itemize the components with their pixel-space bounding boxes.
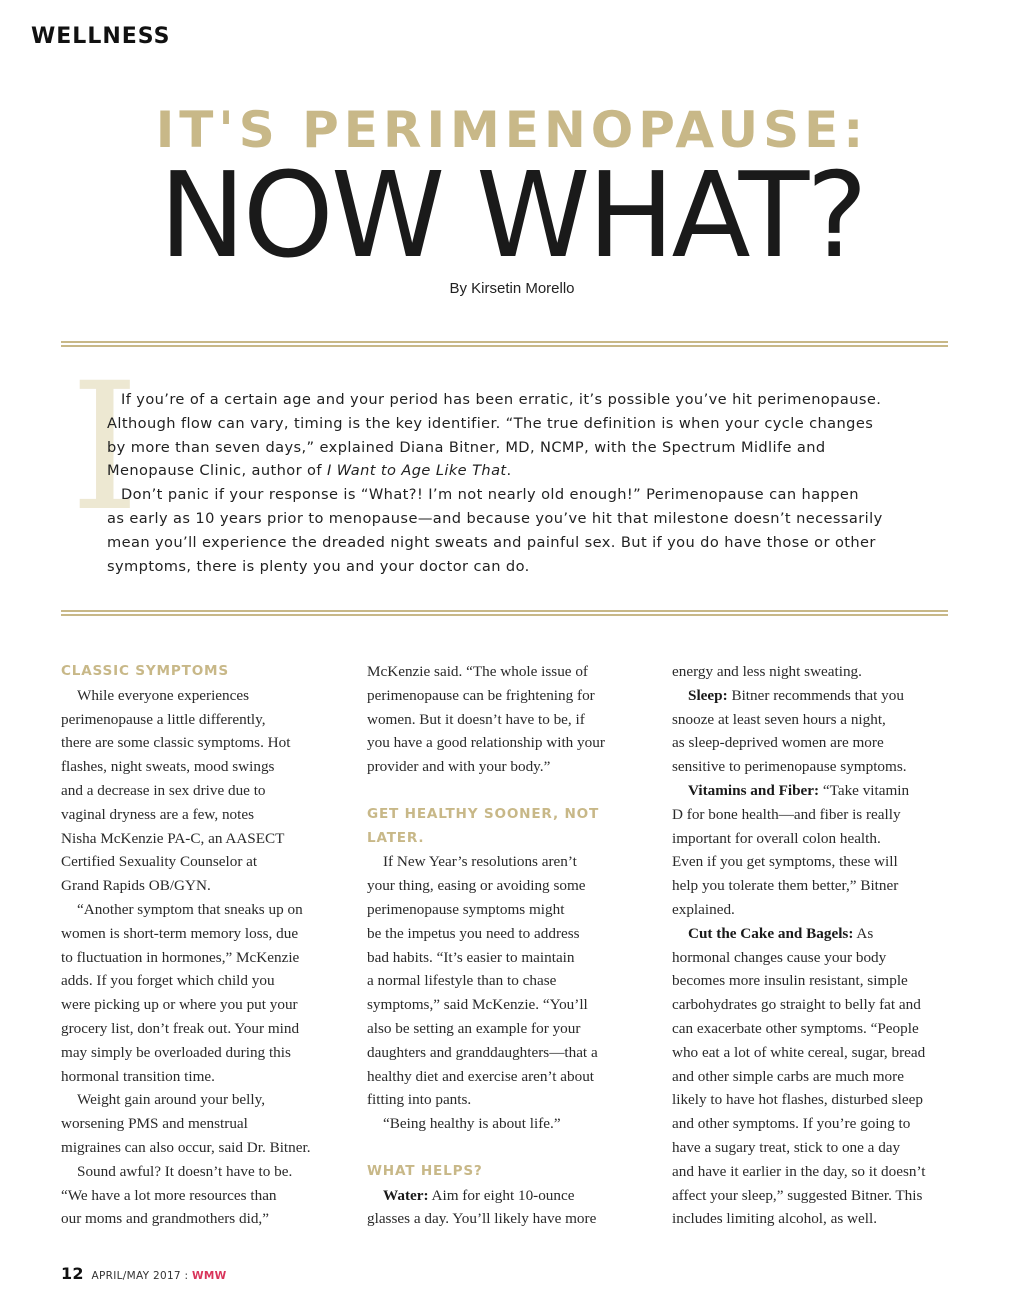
body-line: D for bone health—and fiber is really [672, 805, 901, 823]
intro-paragraph [107, 388, 907, 578]
intro-line: as early as 10 years prior to menopause—and because you’ve hit that milestone doesn’t necessarily [107, 509, 883, 527]
body-line: your thing, easing or avoiding some [367, 877, 586, 895]
drop-cap: I [70, 345, 140, 550]
section-heading-what-helps: WHAT HELPS? [367, 1162, 483, 1179]
body-line: women is short-term memory loss, due [61, 924, 299, 942]
body-line: sensitive to perimenopause symptoms. [672, 758, 907, 776]
body-line: Sound awful? It doesn’t have to be. [77, 1162, 293, 1180]
body-line: daughters and granddaughters—that a [367, 1043, 598, 1061]
intro-line-text: Menopause Clinic, author of [107, 462, 327, 480]
page-number: 12 [61, 1264, 84, 1283]
body-line: healthy diet and exercise aren’t about [367, 1067, 595, 1085]
body-line: vaginal dryness are a few, notes [61, 805, 255, 823]
body-line: Certified Sexuality Counselor at [61, 853, 258, 871]
body-line: worsening PMS and menstrual [61, 1115, 248, 1133]
body-line: there are some classic symptoms. Hot [61, 734, 291, 752]
body-line [672, 779, 962, 803]
section-heading-classic-symptoms: CLASSIC SYMPTOMS [61, 663, 229, 679]
body-line: Nisha McKenzie PA-C, an AASECT [61, 829, 285, 847]
body-line: were picking up or where you put your [61, 996, 298, 1014]
body-line: a normal lifestyle than to chase [367, 972, 557, 990]
body-line [672, 684, 962, 708]
body-line: symptoms,” said McKenzie. “You’ll [367, 996, 588, 1014]
body-line: be the impetus you need to address [367, 924, 580, 942]
body-line: grocery list, don’t freak out. Your mind [61, 1019, 300, 1037]
body-line: as sleep-deprived women are more [672, 734, 884, 752]
tip-label-water: Water: [383, 1186, 429, 1204]
body-line: you have a good relationship with your [367, 734, 605, 752]
publication-brand: WMW [192, 1270, 227, 1282]
tip-label-vitamins: Vitamins and Fiber: [688, 781, 820, 799]
body-line [672, 922, 962, 946]
body-line: also be setting an example for your [367, 1019, 581, 1037]
headline-kicker: IT'S PERIMENOPAUSE: [155, 101, 869, 159]
tip-text: Bitner recommends that you [727, 686, 904, 704]
body-line: and have it earlier in the day, so it doesn’t [672, 1162, 926, 1180]
body-line: migraines can also occur, said Dr. Bitner. [61, 1138, 311, 1156]
body-line: provider and with your body.” [367, 758, 551, 776]
body-line: perimenopause symptoms might [367, 900, 565, 918]
body-line: glasses a day. You’ll likely have more [367, 1210, 597, 1228]
body-line: “Being healthy is about life.” [383, 1115, 561, 1133]
body-line: and other symptoms. If you’re going to [672, 1115, 911, 1133]
body-line: and a decrease in sex drive due to [61, 781, 266, 799]
body-line: McKenzie said. “The whole issue of [367, 663, 588, 680]
tip-text: As [853, 924, 874, 942]
body-line: Weight gain around your belly, [77, 1091, 266, 1109]
body-line: “Another symptom that sneaks up on [77, 900, 303, 918]
issue-date: APRIL/MAY 2017 : [91, 1270, 193, 1282]
intro-line [107, 459, 907, 483]
book-title: I Want to Age Like That [326, 462, 507, 480]
body-line: becomes more insulin resistant, simple [672, 972, 908, 990]
tip-label-sleep: Sleep: [688, 686, 728, 704]
tip-text: Aim for eight 10-ounce [428, 1186, 575, 1204]
body-line: women. But it doesn’t have to be, if [367, 710, 585, 728]
body-line: snooze at least seven hours a night, [672, 710, 886, 728]
body-line: adds. If you forget which child you [61, 972, 275, 990]
body-line: have a sugary treat, stick to one a day [672, 1138, 901, 1156]
body-line: If New Year’s resolutions aren’t [383, 853, 577, 871]
body-line: help you tolerate them better,” Bitner [672, 877, 899, 895]
body-line: Even if you get symptoms, these will [672, 853, 898, 871]
column-1 [61, 660, 351, 1231]
body-line: While everyone experiences [77, 686, 250, 704]
intro-line: Although flow can vary, timing is the key identifier. “The true definition is when your cycle changes [107, 414, 874, 432]
divider-bottom [61, 610, 948, 616]
body-line: flashes, night sweats, mood swings [61, 758, 275, 776]
intro-line: Don’t panic if your response is “What?! I’m not nearly old enough!” Perimenopause can happen [121, 486, 859, 504]
body-line: perimenopause can be frightening for [367, 686, 595, 704]
column-3 [672, 660, 962, 1231]
column-2 [367, 660, 657, 1231]
body-line: perimenopause a little differently, [61, 710, 266, 728]
body-line: bad habits. “It’s easier to maintain [367, 948, 575, 966]
body-line: who eat a lot of white cereal, sugar, bread [672, 1043, 926, 1061]
section-heading-get-healthy: GET HEALTHY SOONER, NOT [367, 805, 600, 822]
body-line: important for overall colon health. [672, 829, 881, 847]
body-line: may simply be overloaded during this [61, 1043, 291, 1061]
intro-line: by more than seven days,” explained Diana Bitner, MD, NCMP, with the Spectrum Midlife and [107, 438, 826, 456]
body-line: can exacerbate other symptoms. “People [672, 1019, 919, 1037]
headline-main: NOW WHAT? [159, 146, 865, 284]
tip-text: “Take vitamin [819, 781, 910, 799]
body-line: fitting into pants. [367, 1091, 472, 1109]
body-line: Grand Rapids OB/GYN. [61, 877, 211, 895]
body-line: hormonal changes cause your body [672, 948, 887, 966]
intro-line: If you’re of a certain age and your period has been erratic, it’s possible you’ve hit perimenopause. [121, 391, 882, 408]
body-line: includes limiting alcohol, as well. [672, 1210, 877, 1228]
body-line: likely to have hot flashes, disturbed sleep [672, 1091, 923, 1109]
section-heading-get-healthy-cont: LATER. [367, 829, 425, 846]
body-line: carbohydrates go straight to belly fat and [672, 996, 921, 1014]
body-line: explained. [672, 900, 735, 918]
body-line: hormonal transition time. [61, 1067, 215, 1085]
body-line: “We have a lot more resources than [61, 1186, 277, 1204]
body-line: affect your sleep,” suggested Bitner. This [672, 1186, 923, 1204]
body-line: to fluctuation in hormones,” McKenzie [61, 948, 300, 966]
body-line: energy and less night sweating. [672, 663, 862, 680]
body-line [367, 1184, 657, 1208]
body-line: and other simple carbs are much more [672, 1067, 904, 1085]
divider-top [61, 341, 948, 347]
byline: By Kirsetin Morello [449, 280, 575, 297]
intro-line: symptoms, there is plenty you and your doctor can do. [107, 557, 530, 575]
body-line: our moms and grandmothers did,” [61, 1210, 269, 1228]
section-label: WELLNESS [31, 24, 171, 49]
tip-label-cake: Cut the Cake and Bagels: [688, 924, 854, 942]
page-footer [61, 1264, 227, 1283]
intro-line-end: . [506, 462, 512, 480]
intro-line: mean you’ll experience the dreaded night sweats and painful sex. But if you do have those or other [107, 533, 876, 551]
